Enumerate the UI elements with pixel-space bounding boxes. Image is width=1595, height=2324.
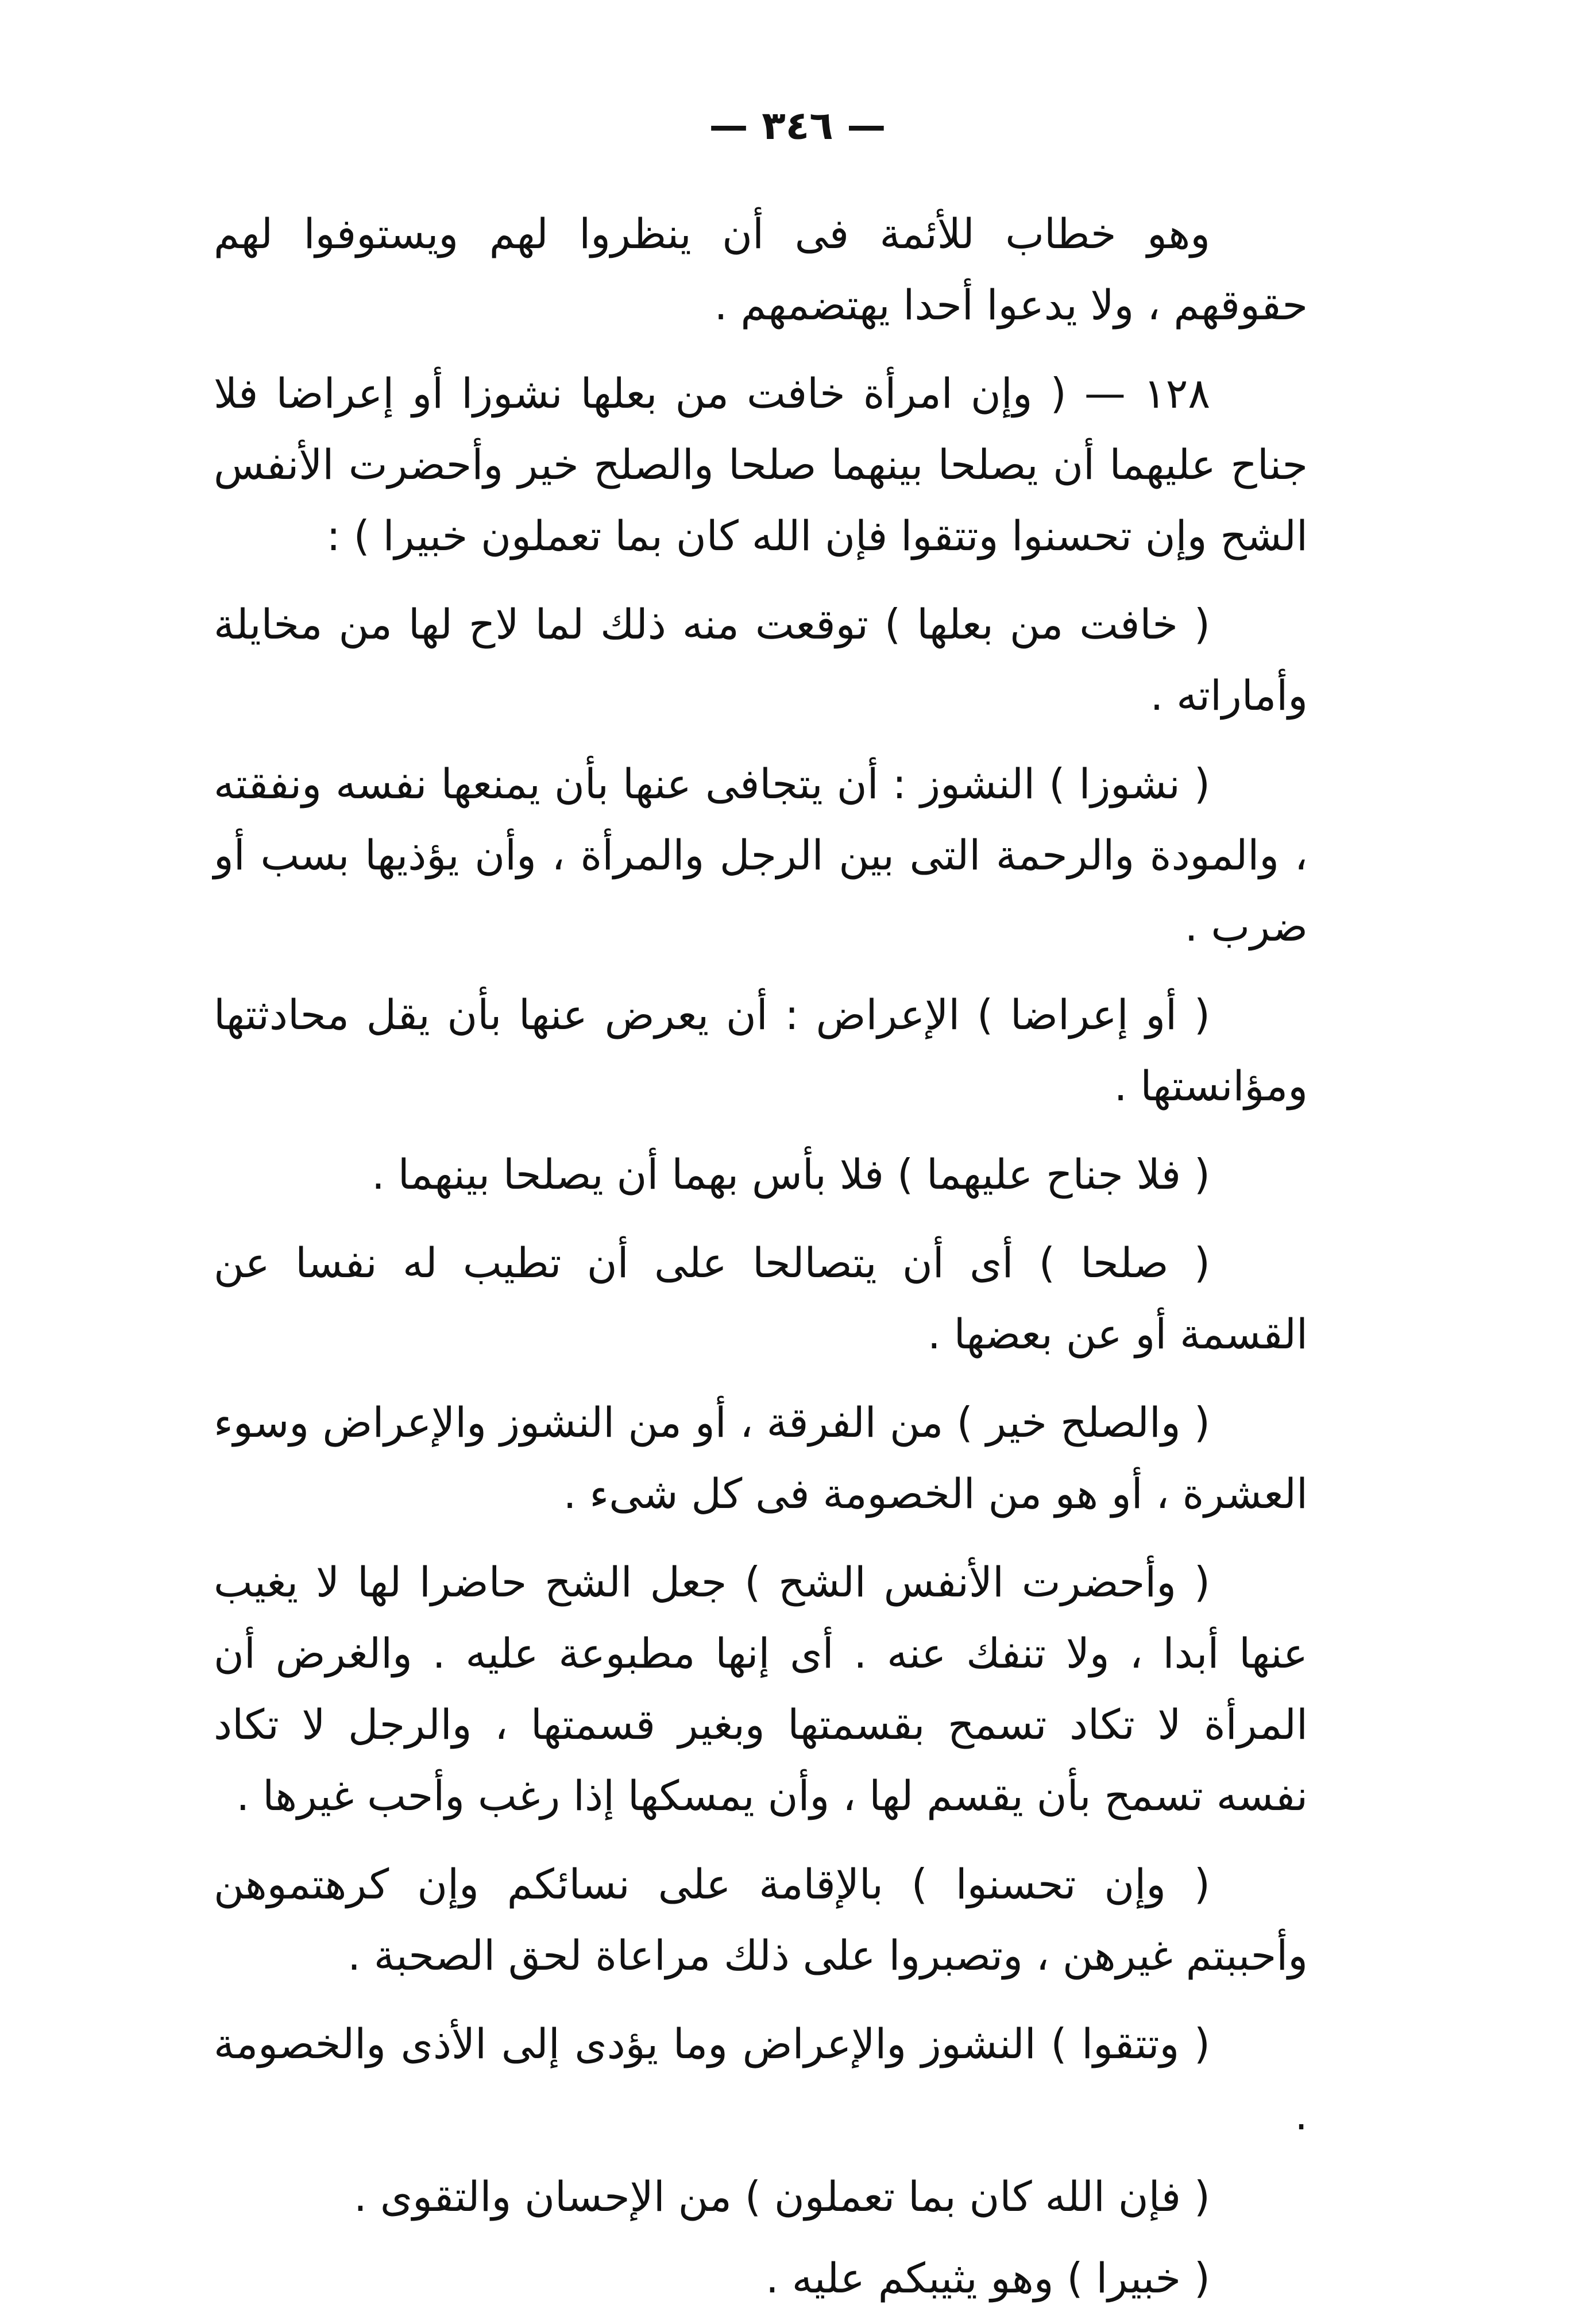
paragraph-fainna-allah: ( فإن الله كان بما تعملون ) من الإحسان والتقوى . bbox=[354, 2172, 1210, 2221]
paragraph-khabiran: ( خبيرا ) وهو يثيبكم عليه . bbox=[765, 2254, 1210, 2302]
paragraph-nushuz: ( نشوزا ) النشوز : أن يتجافى عنها بأن يمنعها نفسه ونفقته ، والمودة والرحمة التى بين الرجل والمرأة ، وأن يؤذيها بسب أو ضرب . bbox=[214, 760, 1308, 950]
paragraph-tuhsinu: ( وإن تحسنوا ) بالإقامة على نسائكم وإن كرهتموهن وأحببتم غيرهن ، وتصبروا على ذلك مراعاة لحق الصحبة . bbox=[214, 1860, 1308, 1979]
paragraph-sulhan: ( صلحا ) أى أن يتصالحا على أن تطيب له نفسا عن القسمة أو عن بعضها . bbox=[214, 1239, 1308, 1358]
paragraph-verse-128: ١٢٨ — ( وإن امرأة خافت من بعلها نشوزا أو إعراضا فلا جناح عليهما أن يصلحا بينهما صلحا والصلح خير وأحضرت الأنفس الشح وإن تحسنوا وتتقوا فإن الله كان بما تعملون خبيرا ) : bbox=[214, 369, 1308, 560]
page-number: — ٣٤٦ — bbox=[709, 103, 886, 149]
paragraph-1: وهو خطاب للأئمة فى أن ينظروا لهم ويستوفوا لهم حقوقهم ، ولا يدعوا أحدا يهتضمهم . bbox=[214, 210, 1308, 329]
paragraph-fala-junah: ( فلا جناح عليهما ) فلا بأس بهما أن يصلحا بينهما . bbox=[371, 1150, 1210, 1198]
page-body bbox=[214, 198, 1308, 2324]
paragraph-uhdirat: ( وأحضرت الأنفس الشح ) جعل الشح حاضرا لها لا يغيب عنها أبدا ، ولا تنفك عنه . أى إنها مطبوعة عليه . والغرض أن المرأة لا تكاد تسمح بقسمتها وبغير قسمتها ، والرجل لا تكاد نفسه تسمح بأن يقسم لها ، وأن يمسكها إذا رغب وأحب غيرها . bbox=[214, 1558, 1308, 1820]
paragraph-tattaqu: ( وتتقوا ) النشوز والإعراض وما يؤدى إلى الأذى والخصومة . bbox=[214, 2020, 1308, 2139]
paragraph-wassulh: ( والصلح خير ) من الفرقة ، أو من النشوز والإعراض وسوء العشرة ، أو هو من الخصومة فى كل شىء . bbox=[214, 1398, 1308, 1518]
paragraph-iradan: ( أو إعراضا ) الإعراض : أن يعرض عنها بأن يقل محادثتها ومؤانستها . bbox=[214, 991, 1308, 1110]
paragraph-khafat: ( خافت من بعلها ) توقعت منه ذلك لما لاح لها من مخايلة وأماراته . bbox=[214, 600, 1308, 720]
